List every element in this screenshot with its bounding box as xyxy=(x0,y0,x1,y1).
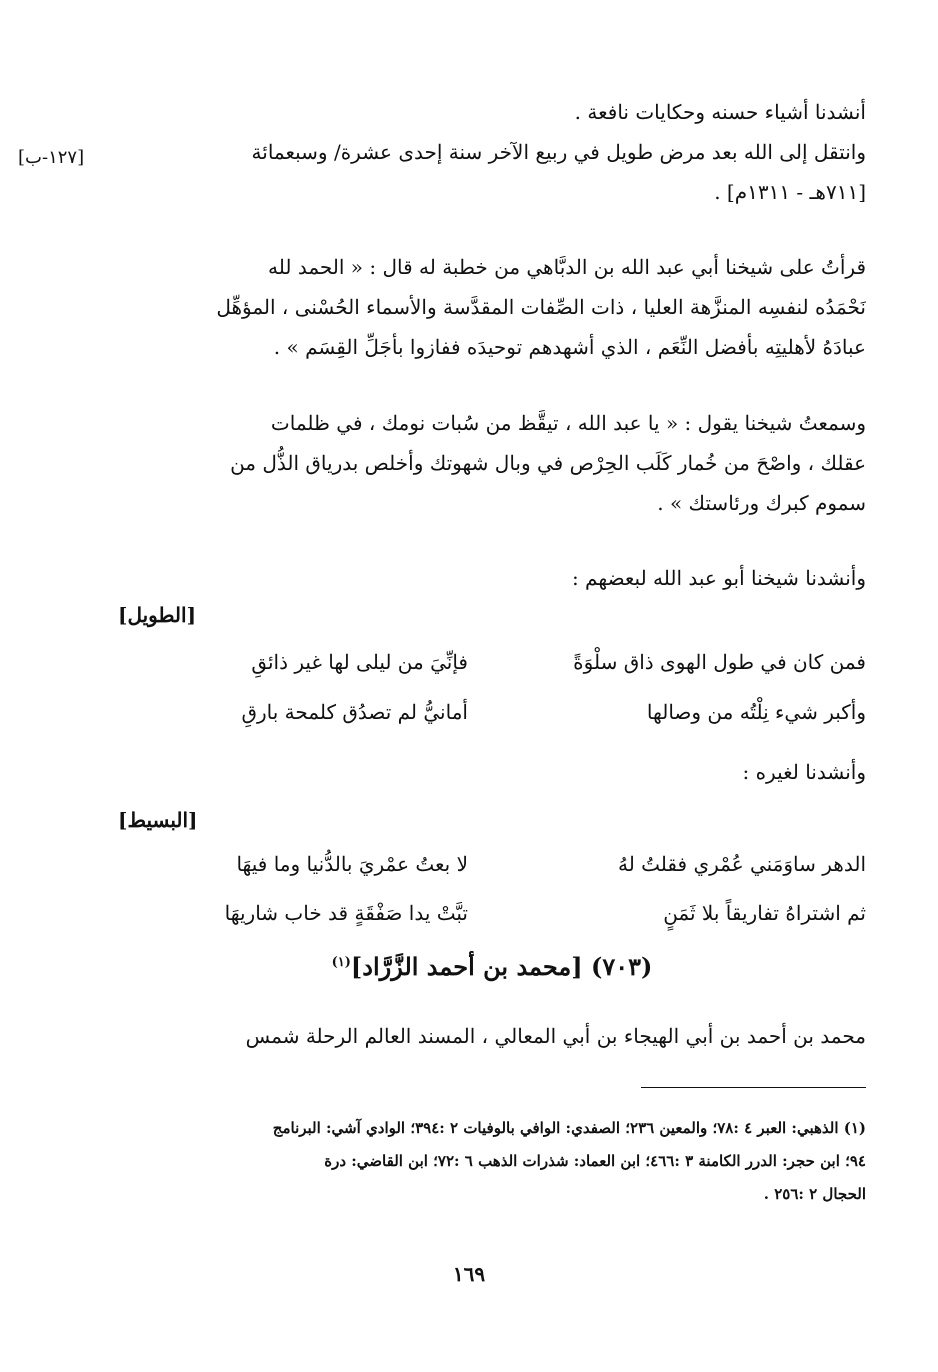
paragraph-1 xyxy=(118,92,866,212)
text-line: وأنشدنا لغيره : xyxy=(742,760,866,784)
footnote-divider xyxy=(641,1087,866,1088)
poem-1-meter: [الطويل] xyxy=(118,603,197,627)
text-line: [٧١١هـ - ١٣١١م] . xyxy=(714,180,866,204)
entry-heading-text: (٧٠٣) [محمد بن أحمد الزَّرَّاد] xyxy=(350,952,653,981)
footnote-line: (١) الذهبي: العبر ٤ :٧٨؛ والمعين ٢٣٦؛ الصفدي: الوافي بالوفيات ٢ :٣٩٤؛ الوادي آشي: البرنامج xyxy=(272,1119,866,1137)
poem-2-verse-1 xyxy=(118,844,866,884)
hemistich-first: فمن كان في طول الهوى ذاق سلْوَةً xyxy=(573,650,866,674)
entry-first-line xyxy=(118,1016,866,1056)
footnote-line: الحجال ٢ :٢٥٦ . xyxy=(763,1185,866,1203)
text-line: قرأتُ على شيخنا أبي عبد الله بن الدبَّاهي من خطبة له قال : « الحمد لله xyxy=(268,255,866,279)
text-line: أنشدنا أشياء حسنه وحكايات نافعة . xyxy=(574,100,866,124)
text-line: محمد بن أحمد بن أبي الهيجاء بن أبي المعالي ، المسند العالم الرحلة شمس xyxy=(245,1024,866,1048)
poem-1-intro xyxy=(118,558,866,598)
text-line: وانتقل إلى الله بعد مرض طويل في ربيع الآخر سنة إحدى عشرة/ وسبعمائة xyxy=(251,140,866,164)
footnote-line: ٩٤؛ ابن حجر: الدرر الكامنة ٣ :٤٦٦؛ ابن العماد: شذرات الذهب ٦ :٧٢؛ ابن القاضي: درة xyxy=(324,1152,866,1170)
text-line: سموم كبرك ورئاستك » . xyxy=(657,491,866,515)
hemistich-second: لا بعتُ عمْريَ بالدُّنيا وما فيهَا xyxy=(236,852,468,876)
text-line: عبادَهُ لأهليتِه بأفضل النِّعَم ، الذي أشهدهم توحيدَه ففازوا بأجَلِّ القِسَم » . xyxy=(273,335,866,359)
manuscript-folio-marker: [١٢٧-ب] xyxy=(18,147,85,168)
hemistich-second: فإنِّيَ من ليلى لها غير ذائقِ xyxy=(251,650,468,674)
hemistich-first: وأكبر شيء نِلْتُه من وصالها xyxy=(646,700,866,724)
text-line: عقلك ، واصْحَ من خُمار كَلَب الحِرْص في وبال شهوتك وأخلص بدرياق الذُّل من xyxy=(230,451,866,475)
poem-2-verse-2 xyxy=(118,893,866,933)
page-number: ١٦٩ xyxy=(452,1262,486,1286)
hemistich-second: أمانيُّ لم تصدُق كلمحة بارقِ xyxy=(241,700,468,724)
poem-1-verse-2 xyxy=(118,692,866,732)
hemistich-first: ثم اشتراهُ تفاريقاً بلا ثَمَنٍ xyxy=(663,901,866,925)
hemistich-second: تبَّتْ يدا صَفْقَةٍ قد خاب شاريهَا xyxy=(224,901,468,925)
footnote-reference: (١) xyxy=(331,955,351,970)
poem-1-verse-1 xyxy=(118,642,866,682)
text-line: وأنشدنا شيخنا أبو عبد الله لبعضهم : xyxy=(571,566,866,590)
entry-heading xyxy=(118,952,866,981)
paragraph-2 xyxy=(118,247,866,367)
paragraph-3 xyxy=(118,403,866,523)
footnotes xyxy=(118,1112,866,1211)
poem-2-meter: [البسيط] xyxy=(118,808,198,832)
hemistich-first: الدهر ساوَمَني عُمْري فقلتُ لهُ xyxy=(617,852,866,876)
text-line: وسمعتُ شيخنا يقول : « يا عبد الله ، تيقَّظ من سُبات نومك ، في ظلمات xyxy=(270,411,866,435)
text-line: نَحْمَدُه لنفسِه المنزَّهة العليا ، ذات الصِّفات المقدَّسة والأسماء الحُسْنى ، المؤهِّل xyxy=(216,295,866,319)
poem-2-intro xyxy=(118,752,866,792)
